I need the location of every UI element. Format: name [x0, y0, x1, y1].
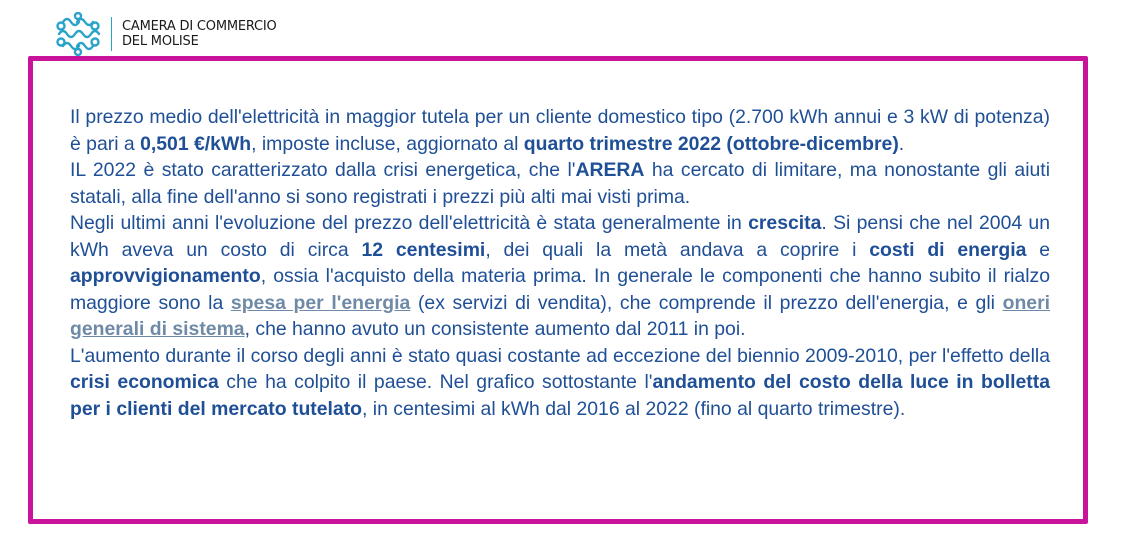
paragraph-4 — [70, 343, 1050, 423]
bold-text: approvvigionamento — [70, 265, 261, 287]
text-run: , imposte incluse, aggiornato al — [251, 132, 524, 155]
text-run: . Si pensi che nel 2004 un kWh aveva un costo di circa — [70, 212, 1050, 261]
text-run: , che hanno avuto un consistente aumento dal 2011 in poi. — [244, 318, 746, 340]
glossary-link[interactable]: spesa per l'energia — [230, 291, 411, 314]
text-run: , ossia l'acquisto della materia prima. In generale le componenti che hanno subito il rialzo maggiore sono la — [70, 265, 1050, 314]
bold-text: quarto trimestre 2022 (ottobre-dicembre) — [523, 132, 899, 155]
text-run: L'aumento durante il corso degli anni è stato quasi costante ad eccezione del biennio 2009-2010, per l'effetto della — [70, 344, 1050, 367]
bold-text: costi di energia — [869, 238, 1027, 261]
bold-text: crescita — [748, 212, 822, 234]
org-line-2: DEL MOLISE — [122, 34, 199, 49]
bold-text: 12 centesimi — [361, 238, 486, 261]
text-run: Negli ultimi anni l'evoluzione del prezzo dell'elettricità è stata generalmente in — [70, 212, 749, 234]
text-run: . — [898, 132, 905, 155]
text-run: che ha colpito il paese. Nel grafico sottostante l' — [218, 371, 653, 393]
glossary-link[interactable]: oneri generali di sistema — [70, 291, 1051, 340]
bold-text: andamento del costo della luce in bolletta per i clienti del mercato tutelato — [70, 371, 1051, 420]
knot-pattern-icon — [55, 12, 101, 56]
text-run: (ex servizi di vendita), che comprende il prezzo dell'energia, e gli — [410, 291, 1003, 314]
paragraph-1 — [70, 104, 1050, 157]
organization-name — [122, 19, 277, 49]
header — [55, 12, 277, 56]
text-run: , in centesimi al kWh dal 2016 al 2022 (fino al quarto trimestre). — [362, 397, 906, 420]
bold-text: crisi economica — [70, 371, 219, 393]
bold-text: 0,501 €/kWh — [140, 132, 252, 155]
text-run: Il prezzo medio dell'elettricità in maggior tutela per un cliente domestico tipo (2.700 kWh annui e 3 kW di potenza) è pari a — [70, 106, 1050, 155]
bold-text: ARERA — [575, 159, 645, 181]
text-run: ha cercato di limitare, ma nonostante gli aiuti statali, alla fine dell'anno si sono registrati i prezzi più alti mai visti prima. — [70, 159, 1051, 208]
paragraph-2 — [70, 157, 1050, 210]
text-run: , dei quali la metà andava a coprire i — [485, 238, 870, 261]
paragraph-3 — [70, 210, 1050, 343]
org-line-1: CAMERA DI COMMERCIO — [122, 19, 277, 34]
text-run: e — [1026, 238, 1050, 261]
text-run: IL 2022 è stato caratterizzato dalla crisi energetica, che l' — [70, 159, 576, 181]
text-block — [70, 104, 1050, 422]
header-divider — [111, 17, 112, 51]
